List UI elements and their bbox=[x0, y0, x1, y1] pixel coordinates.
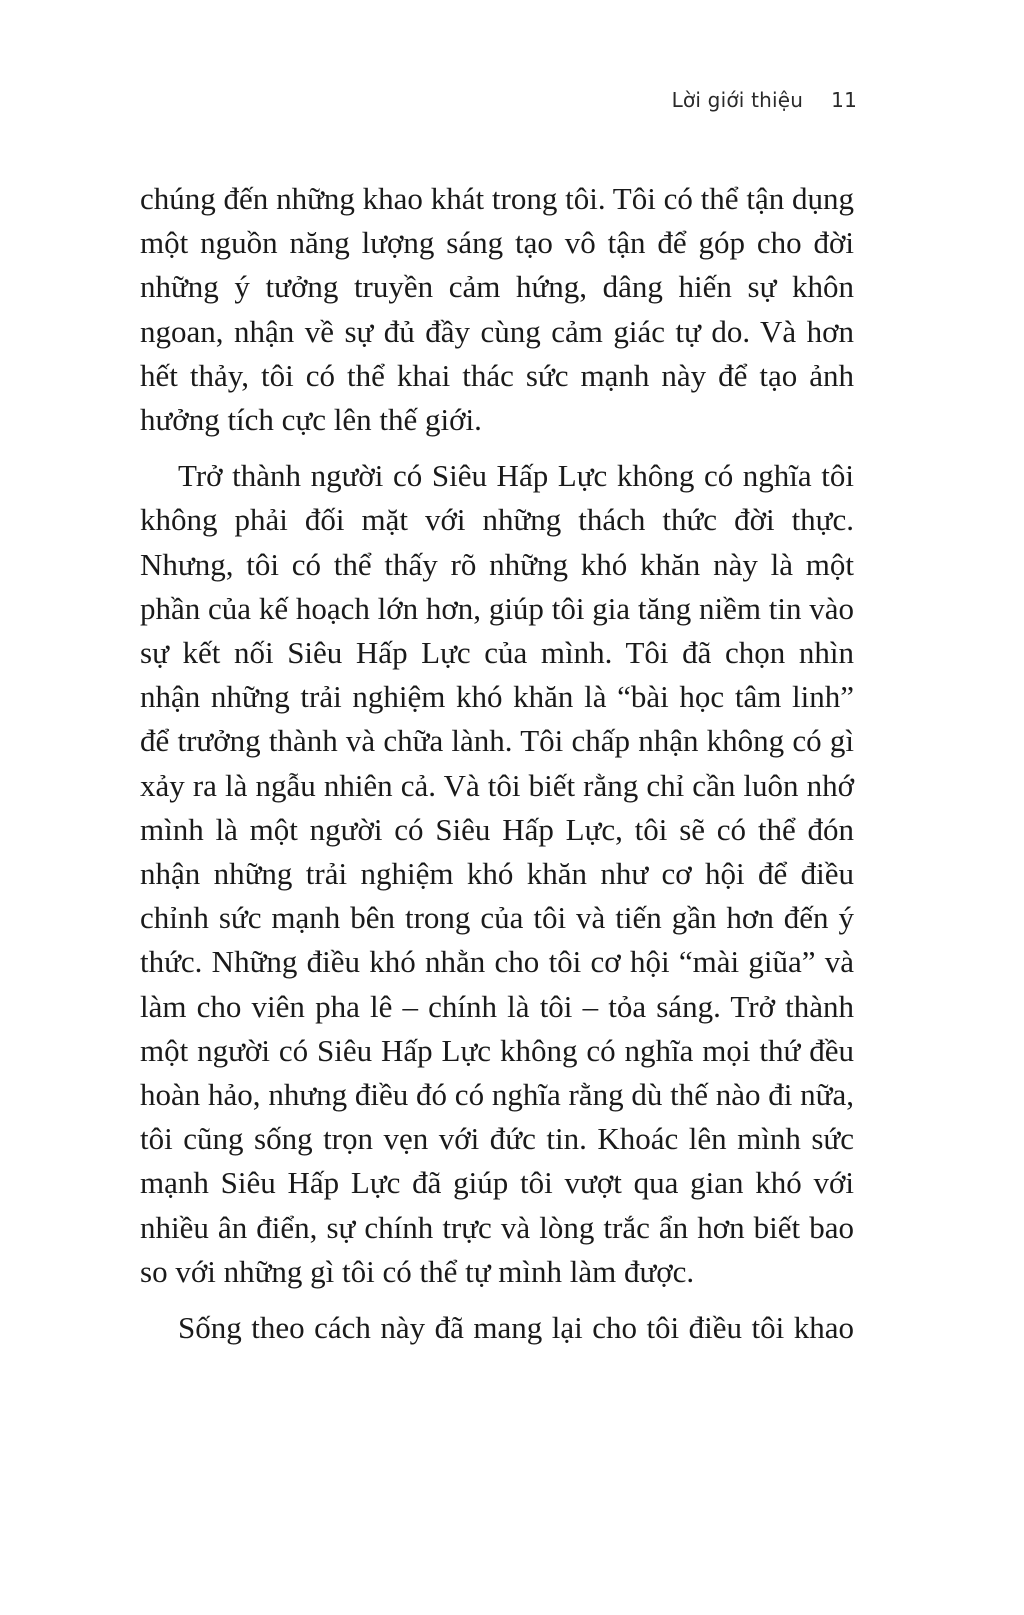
running-header bbox=[672, 88, 857, 112]
section-title: Lời giới thiệu bbox=[671, 88, 804, 112]
paragraph-1: chúng đến những khao khát trong tôi. Tôi có thể tận dụng một nguồn năng lượng sáng tạo vô tận để góp cho đời những ý tưởng truyền cảm hứng, dâng hiến sự khôn ngoan, nhận về sự đủ đầy cùng cảm giác tự do. Và hơn hết thảy, tôi có thể khai thác sức mạnh này để tạo ảnh hưởng tích cực lên thế giới. bbox=[140, 181, 854, 438]
page-number: 11 bbox=[831, 88, 857, 112]
paragraph-2: Trở thành người có Siêu Hấp Lực không có nghĩa tôi không phải đối mặt với những thách thức đời thực. Nhưng, tôi có thể thấy rõ những khó khăn này là một phần của kế hoạch lớn hơn, giúp tôi gia tăng niềm tin vào sự kết nối Siêu Hấp Lực của mình. Tôi đã chọn nhìn nhận những trải nghiệm khó khăn là “bài học tâm linh” để trưởng thành và chữa lành. Tôi chấp nhận không có gì xảy ra là ngẫu nhiên cả. Và tôi biết rằng chỉ cần luôn nhớ mình là một người có Siêu Hấp Lực, tôi sẽ có thể đón nhận những trải nghiệm khó khăn như cơ hội để điều chỉnh sức mạnh bên trong của tôi và tiến gần hơn đến ý thức. Những điều khó nhằn cho tôi cơ hội “mài giũa” và làm cho viên pha lê – chính là tôi – tỏa sáng. Trở thành một người có Siêu Hấp Lực không có nghĩa mọi thứ đều hoàn hảo, nhưng điều đó có nghĩa rằng dù thế nào đi nữa, tôi cũng sống trọn vẹn với đức tin. Khoác lên mình sức mạnh Siêu Hấp Lực đã giúp tôi vượt qua gian khó với nhiều ân điển, sự chính trực và lòng trắc ẩn hơn biết bao so với những gì tôi có thể tự mình làm được. bbox=[140, 458, 854, 1289]
paragraph-3: Sống theo cách này đã mang lại cho tôi điều tôi khao bbox=[178, 1310, 854, 1346]
body-text bbox=[140, 177, 854, 1362]
